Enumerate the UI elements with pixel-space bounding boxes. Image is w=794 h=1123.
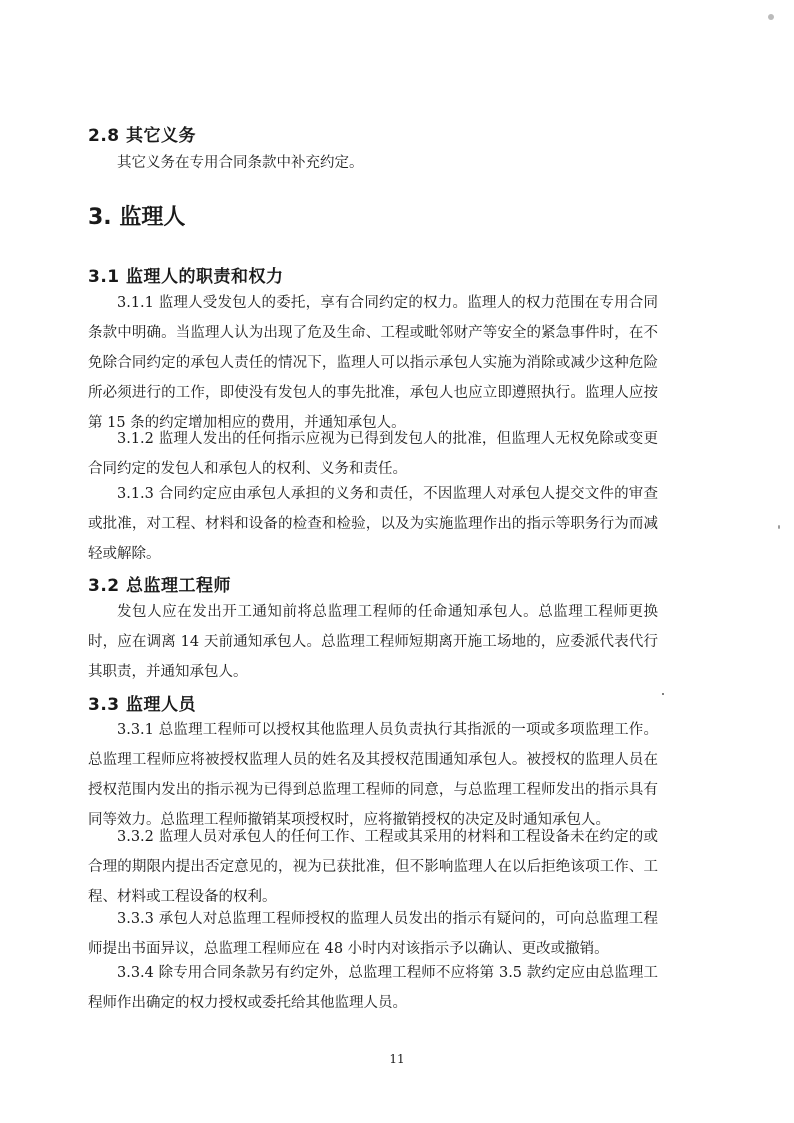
paragraph-3-1-3: 3.1.3 合同约定应由承包人承担的义务和责任，不因监理人对承包人提交文件的审查或批准，对工程、材料和设备的检查和检验，以及为实施监理作出的指示等职务行为而减轻或解除。 [88, 486, 658, 562]
paragraph-2-8: 其它义务在专用合同条款中补充约定。 [117, 155, 364, 171]
heading-3-2: 3.2 总监理工程师 [88, 576, 232, 596]
paragraph-3-3-3: 3.3.3 承包人对总监理工程师授权的监理人员发出的指示有疑问的，可向总监理工程师提出书面异议，总监理工程师应在 48 小时内对该指示予以确认、更改或撤销。 [88, 911, 658, 957]
paragraph-3-3-4: 3.3.4 除专用合同条款另有约定外，总监理工程师不应将第 3.5 款约定应由总监理工程师作出确定的权力授权或委托给其他监理人员。 [88, 965, 658, 1011]
paragraph-3-3-2: 3.3.2 监理人员对承包人的任何工作、工程或其采用的材料和工程设备未在约定的或合理的期限内提出否定意见的，视为已获批准，但不影响监理人在以后拒绝该项工作、工程、材料或工程设备的权利。 [88, 829, 658, 905]
paragraph-3-1-1: 3.1.1 监理人受发包人的委托，享有合同约定的权力。监理人的权力范围在专用合同条款中明确。当监理人认为出现了危及生命、工程或毗邻财产等安全的紧急事件时，在不免除合同约定的承包人责任的情况下，监理人可以指示承包人实施为消除或减少这种危险所必须进行的工作，即使没有发包人的事先批准，承包人也应立即遵照执行。监理人应按第 15 条的约定增加相应的费用，并通知承包人。 [88, 295, 658, 431]
paragraph-3-2: 发包人应在发出开工通知前将总监理工程师的任命通知承包人。总监理工程师更换时，应在调离 14 天前通知承包人。总监理工程师短期离开施工场地的，应委派代表代行其职责，并通知承包人。 [88, 604, 658, 680]
scan-speck [662, 693, 664, 695]
paragraph-3-3-1: 3.3.1 总监理工程师可以授权其他监理人员负责执行其指派的一项或多项监理工作。总监理工程师应将被授权监理人员的姓名及其授权范围通知承包人。被授权的监理人员在授权范围内发出的指示视为已得到总监理工程师的同意，与总监理工程师发出的指示具有同等效力。总监理工程师撤销某项授权时，应将撤销授权的决定及时通知承包人。 [88, 722, 658, 828]
heading-3: 3. 监理人 [88, 205, 186, 230]
heading-2-8: 2.8 其它义务 [88, 126, 197, 146]
scan-speck [778, 525, 780, 529]
paragraph-3-1-2: 3.1.2 监理人发出的任何指示应视为已得到发包人的批准，但监理人无权免除或变更合同约定的发包人和承包人的权利、义务和责任。 [88, 431, 658, 477]
heading-3-1: 3.1 监理人的职责和权力 [88, 267, 284, 287]
heading-3-3: 3.3 监理人员 [88, 695, 197, 715]
page-number: 11 [389, 1052, 405, 1066]
scan-speck [768, 14, 774, 20]
